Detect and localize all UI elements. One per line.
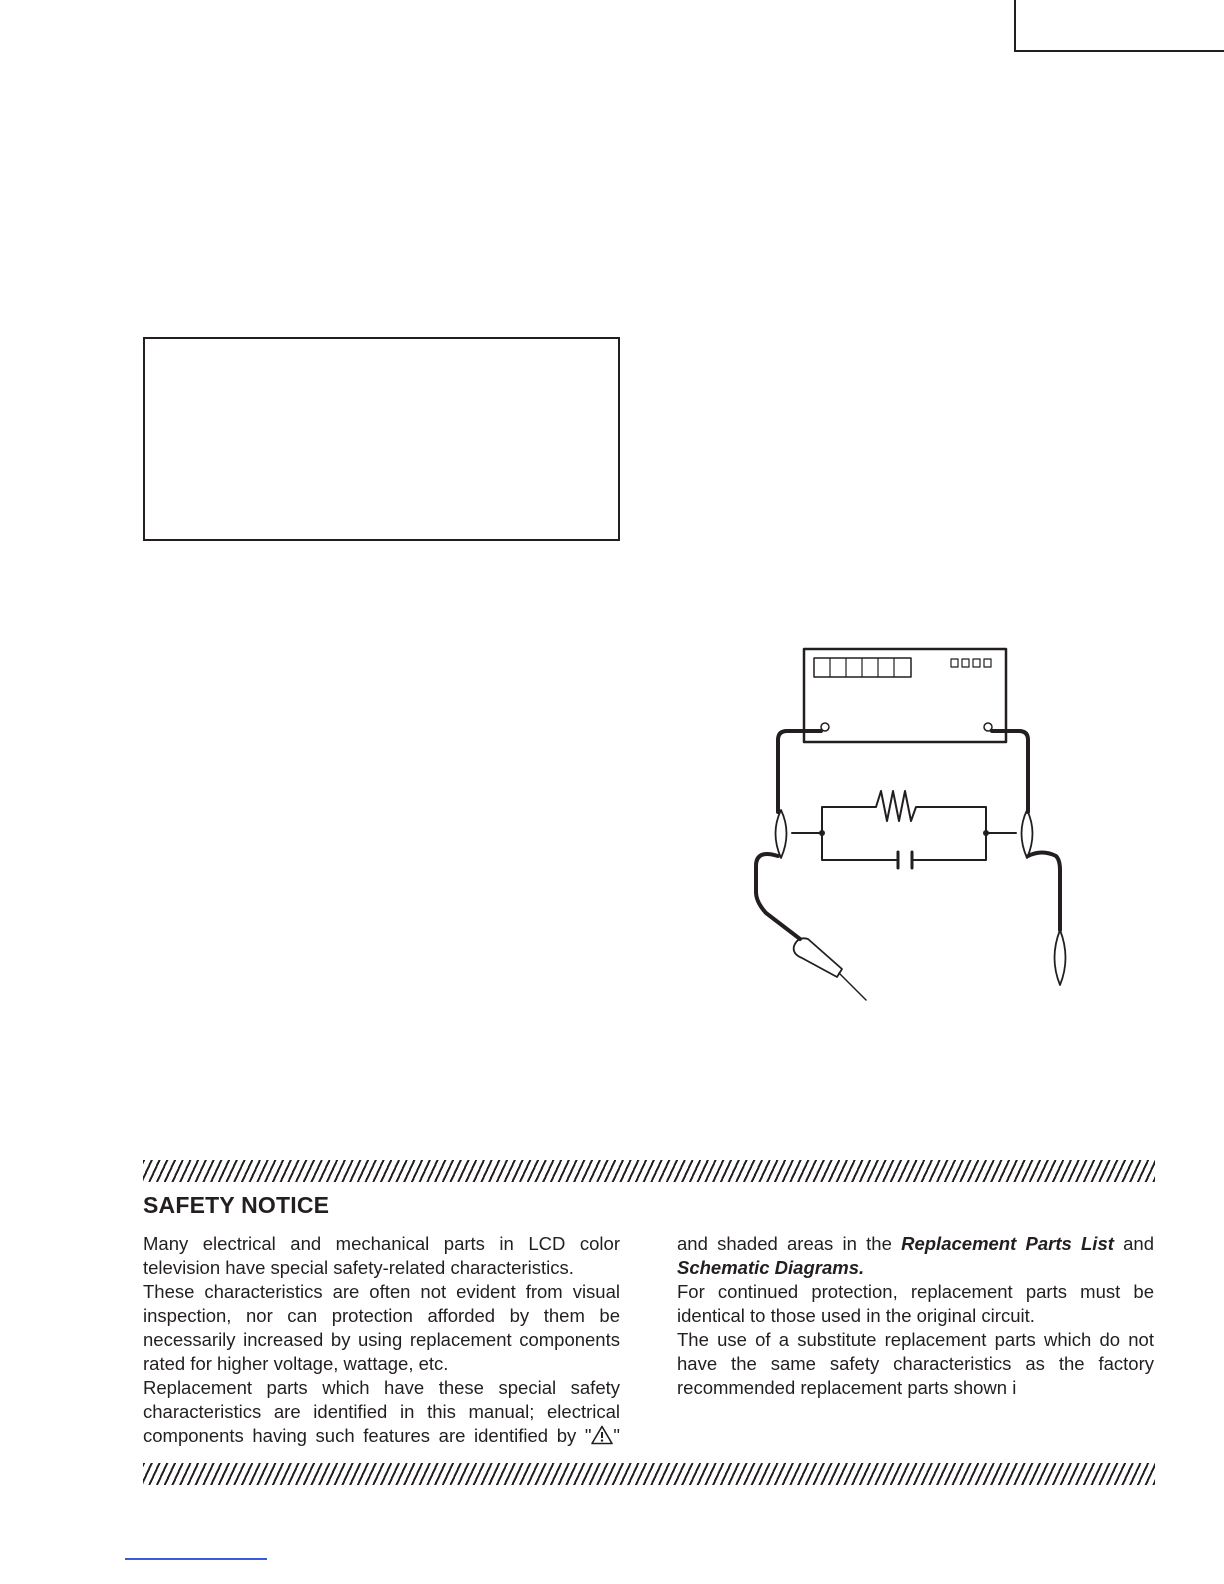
body-line: rated for higher voltage, wattage, etc.	[143, 1353, 449, 1374]
body-line: For continued protection, replacement parts must be	[677, 1281, 1154, 1302]
body-line: identical to those used in the original circuit.	[677, 1305, 1035, 1326]
body-text: and shaded areas in the	[677, 1233, 902, 1254]
leakage-test-diagram	[740, 640, 1080, 1010]
body-line: inspection, nor can protection afforded by them be	[143, 1305, 620, 1326]
safety-notice-right-column	[677, 1232, 1154, 1400]
capacitor-branch-left	[822, 833, 898, 860]
footer-link-rule	[125, 1558, 267, 1560]
right-clip	[1022, 810, 1033, 858]
hatched-divider-top	[143, 1160, 1155, 1182]
body-line: necessarily increased by using replacement components	[143, 1329, 620, 1350]
body-line: These characteristics are often not evident from visual	[143, 1281, 620, 1302]
meter-key-3	[973, 659, 980, 667]
replacement-parts-list-ref: Replacement Parts List	[901, 1233, 1114, 1254]
resistor-branch	[822, 791, 986, 833]
schematic-diagrams-ref: Schematic Diagrams.	[677, 1257, 865, 1278]
body-line: Many electrical and mechanical parts in LCD color	[143, 1233, 620, 1254]
corner-tab-box	[1014, 0, 1224, 52]
probe-lead	[756, 854, 800, 939]
body-line: Replacement parts which have these special safety	[143, 1377, 620, 1398]
body-text: components having such features are identified by "	[143, 1425, 592, 1446]
body-line: have the same safety characteristics as the factory	[677, 1353, 1154, 1374]
probe-tip	[839, 973, 866, 1000]
blank-notice-frame	[143, 337, 620, 541]
meter-key-4	[984, 659, 991, 667]
meter-key-1	[951, 659, 958, 667]
left-clip	[776, 810, 787, 858]
body-text: and	[1113, 1233, 1155, 1254]
probe-body	[794, 938, 842, 977]
body-text: "	[613, 1425, 620, 1446]
capacitor-branch-right	[912, 833, 986, 860]
safety-notice-title: SAFETY NOTICE	[143, 1192, 330, 1218]
body-line-with-icon	[143, 1424, 620, 1448]
body-line: recommended replacement parts shown i	[677, 1377, 1017, 1398]
body-line: characteristics are identified in this manual; electrical	[143, 1401, 620, 1422]
body-line: The use of a substitute replacement parts which do not	[677, 1329, 1154, 1350]
body-line	[677, 1256, 1154, 1280]
meter-key-2	[962, 659, 969, 667]
safety-notice-left-column	[143, 1232, 620, 1448]
hatched-divider-bottom	[143, 1463, 1155, 1485]
ground-lead	[1028, 853, 1060, 931]
meter-body	[804, 649, 1006, 742]
warning-triangle-icon	[591, 1425, 613, 1445]
body-line: television have special safety-related characteristics.	[143, 1257, 574, 1278]
body-line	[677, 1232, 1154, 1256]
ground-clip	[1055, 930, 1066, 985]
